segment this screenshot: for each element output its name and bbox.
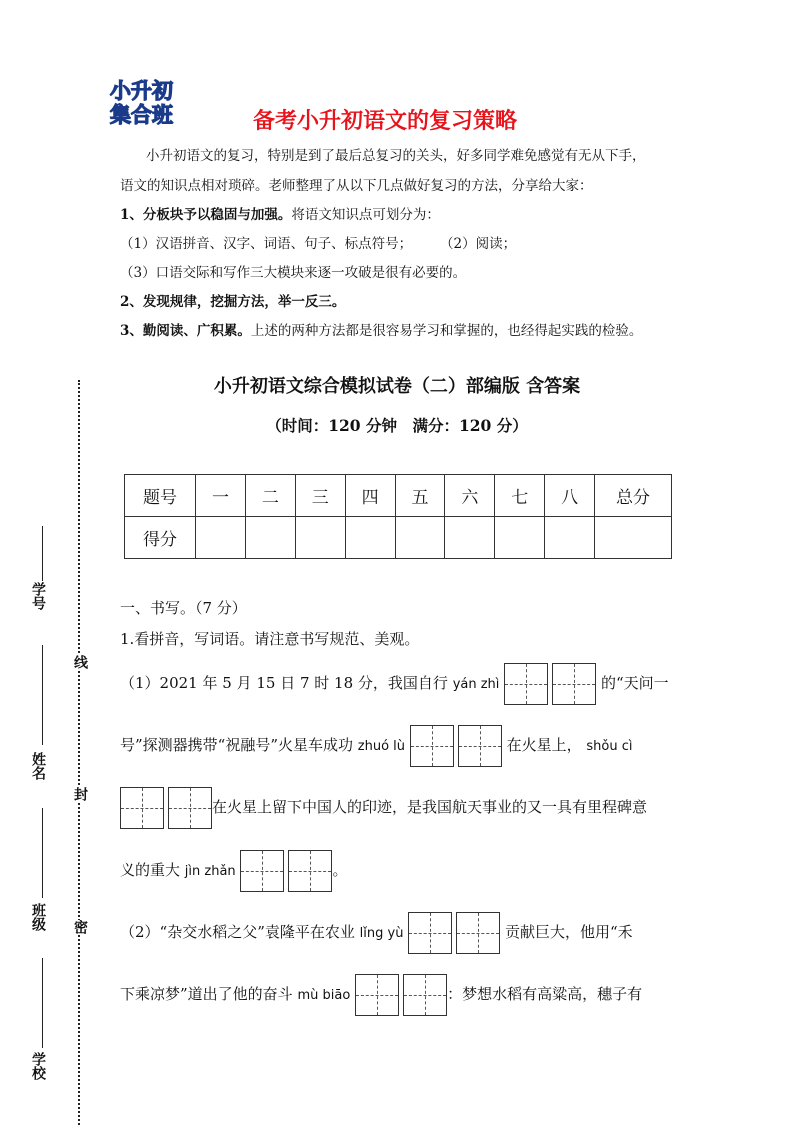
- field-label-banji: 班级: [30, 903, 46, 931]
- xuexiao-blank[interactable]: [42, 958, 43, 1048]
- text: （2）“杂交水稻之父”袁隆平在农业: [120, 923, 355, 941]
- score-cell[interactable]: [245, 517, 295, 559]
- pinyin: mù biāo: [297, 988, 351, 1003]
- text: 号”探测器携带“祝融号”火星车成功: [120, 736, 354, 754]
- score-cell[interactable]: [345, 517, 395, 559]
- score-header-cell: 二: [245, 475, 295, 517]
- writing-grid[interactable]: [456, 912, 500, 954]
- intro-item3-bold: 3、勤阅读、广积累。: [120, 323, 251, 339]
- intro-item3-rest: 上述的两种方法都是很容易学习和掌握的，也经得起实践的检验。: [250, 323, 643, 339]
- writing-grid[interactable]: [504, 663, 548, 705]
- intro-item1b: （2）阅读；: [440, 236, 517, 252]
- writing-grid[interactable]: [288, 850, 332, 892]
- text: 在火星上，: [506, 736, 582, 754]
- intro-p1: 小升初语文的复习，特别是到了最后总复习的关头，好多同学难免感觉有无从下手，: [146, 148, 646, 164]
- score-header-cell: 四: [345, 475, 395, 517]
- score-value-row: [125, 517, 672, 559]
- writing-grid-pair: [355, 974, 447, 1016]
- intro-item3: [120, 319, 642, 339]
- intro-item1a: （1）汉语拼音、汉字、词语、句子、标点符号；: [120, 236, 413, 252]
- writing-grid[interactable]: [240, 850, 284, 892]
- intro-item1-bold: 1、分板块予以稳固与加强。: [120, 207, 292, 223]
- field-label-xuehao: 学号: [30, 582, 46, 610]
- text: 的“天问一: [600, 674, 669, 692]
- logo-line1: 小升初: [110, 79, 173, 103]
- field-label-xingming: 姓名: [30, 752, 46, 780]
- writing-grid[interactable]: [120, 787, 164, 829]
- score-header-cell: 总分: [595, 475, 672, 517]
- logo-line2: 集合班: [110, 103, 173, 126]
- text: 义的重大: [120, 861, 181, 879]
- writing-grid[interactable]: [168, 787, 212, 829]
- pinyin: lǐng yù: [359, 926, 404, 941]
- banji-blank[interactable]: [42, 808, 43, 898]
- text: （1）2021 年 5 月 15 日 7 时 18 分，我国自行: [120, 674, 448, 692]
- writing-grid[interactable]: [458, 725, 502, 767]
- score-header-cell: 三: [295, 475, 345, 517]
- text: ：梦想水稻有高粱高，穗子有: [447, 985, 643, 1003]
- q1-line2: [120, 725, 633, 767]
- writing-grid-pair: [410, 725, 502, 767]
- writing-grid[interactable]: [355, 974, 399, 1016]
- score-cell[interactable]: [495, 517, 545, 559]
- xuehao-blank[interactable]: [42, 526, 43, 581]
- score-header-cell: 题号: [125, 475, 196, 517]
- pinyin: jìn zhǎn: [184, 864, 236, 879]
- section1-heading: 一、书写。（7 分）: [120, 599, 247, 617]
- intro-item1: [120, 203, 440, 223]
- score-cell[interactable]: [545, 517, 595, 559]
- writing-grid-pair: [240, 850, 332, 892]
- pinyin: yán zhì: [452, 677, 500, 692]
- pinyin: zhuó lù: [357, 739, 406, 754]
- intro-item2: 2、发现规律，挖掘方法，举一反三。: [120, 294, 346, 310]
- writing-grid-pair: [120, 787, 212, 829]
- pinyin: shǒu cì: [586, 739, 633, 754]
- score-cell[interactable]: [595, 517, 672, 559]
- writing-grid[interactable]: [410, 725, 454, 767]
- question1: 1.看拼音，写词语。请注意书写规范、美观。: [120, 630, 420, 648]
- score-cell[interactable]: [445, 517, 495, 559]
- writing-grid[interactable]: [408, 912, 452, 954]
- exam-title: 小升初语文综合模拟试卷（二）部编版 含答案: [213, 376, 581, 397]
- banner-title: 备考小升初语文的复习策略: [253, 109, 518, 134]
- q1-line5: [120, 912, 633, 954]
- score-header-row: [125, 475, 672, 517]
- writing-grid[interactable]: [552, 663, 596, 705]
- writing-grid-pair: [504, 663, 596, 705]
- score-cell[interactable]: [196, 517, 246, 559]
- score-cell[interactable]: [395, 517, 445, 559]
- seal-label-mi: 密: [72, 920, 88, 934]
- xingming-blank[interactable]: [42, 645, 43, 745]
- seal-label-xian: 线: [72, 655, 88, 669]
- score-header-cell: 八: [545, 475, 595, 517]
- q1-line4: [120, 850, 347, 892]
- text: 在火星上留下中国人的印迹，是我国航天事业的又一具有里程碑意: [212, 798, 648, 816]
- field-label-xuexiao: 学校: [30, 1052, 46, 1080]
- writing-grid-pair: [408, 912, 500, 954]
- intro-item1-rest: 将语文知识点可划分为：: [291, 207, 440, 223]
- logo: [104, 76, 212, 126]
- intro-p2: 语文的知识点相对琐碎。老师整理了从以下几点做好复习的方法，分享给大家：: [120, 178, 593, 194]
- seal-label-feng: 封: [72, 787, 88, 801]
- intro-item1c: （3）口语交际和写作三大模块来逐一攻破是很有必要的。: [120, 265, 467, 281]
- score-header-cell: 七: [495, 475, 545, 517]
- seal-dotted-line: [78, 380, 80, 1125]
- q1-line6: [120, 974, 642, 1016]
- q1-line3: [120, 787, 647, 829]
- score-header-cell: 五: [395, 475, 445, 517]
- text: 。: [332, 861, 348, 879]
- q1-line1: [120, 663, 669, 705]
- score-header-cell: 一: [196, 475, 246, 517]
- text: 贡献巨大，他用“禾: [505, 923, 633, 941]
- score-table: [124, 474, 672, 559]
- text: 下乘凉梦”道出了他的奋斗: [120, 985, 293, 1003]
- score-cell[interactable]: [295, 517, 345, 559]
- exam-subtitle: （时间：120 分钟 满分：120 分）: [266, 416, 528, 435]
- score-header-cell: 六: [445, 475, 495, 517]
- score-row-label: 得分: [125, 517, 196, 559]
- writing-grid[interactable]: [403, 974, 447, 1016]
